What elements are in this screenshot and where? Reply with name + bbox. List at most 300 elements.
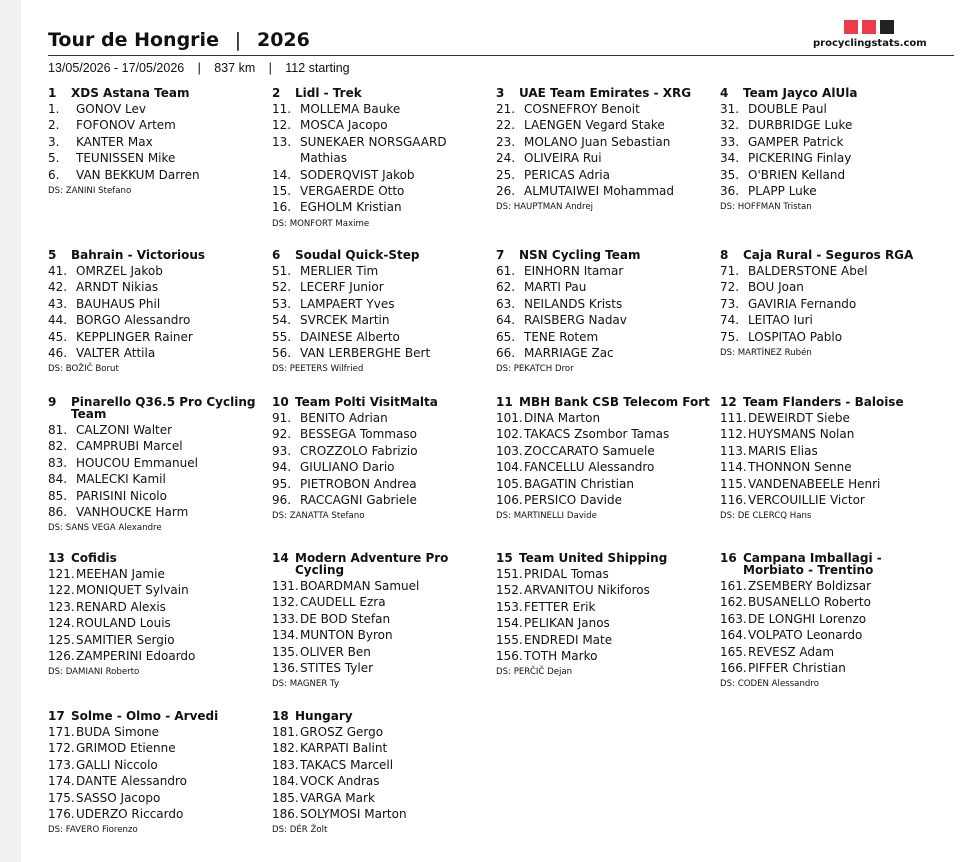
rider-bib: 6. [48, 167, 60, 182]
team-name[interactable]: Team Polti VisitMalta [295, 395, 438, 409]
team-number: 12 [720, 395, 737, 409]
rider-name[interactable]: VAN BEKKUM Darren [76, 167, 200, 182]
team-header [496, 552, 714, 564]
rider-name[interactable]: ENDREDI Mate [524, 632, 613, 647]
rider-name[interactable]: LEITAO Iuri [748, 313, 813, 328]
rider-name[interactable]: LAMPAERT Yves [300, 296, 395, 311]
rider-name[interactable]: HOUCOU Emmanuel [76, 455, 198, 470]
team-director: DS: MARTINELLI Davide [496, 511, 597, 522]
rider-row [720, 594, 938, 610]
rider-name[interactable]: BORGO Alessandro [76, 313, 191, 328]
rider-name[interactable]: PIFFER Christian [748, 661, 846, 676]
rider-name[interactable]: VAN LERBERGHE Bert [300, 346, 431, 361]
site-logo-text: procyclingstats.com [813, 38, 927, 49]
race-distance: 837 km [214, 61, 256, 75]
rider-row [272, 476, 490, 492]
rider-bib: 113. [720, 443, 747, 458]
rider-name[interactable]: VERGAERDE Otto [300, 184, 405, 199]
rider-bib: 36. [720, 184, 740, 199]
rider-name[interactable]: KEPPLINGER Rainer [76, 329, 193, 344]
team-name[interactable]: XDS Astana Team [71, 86, 190, 100]
team-director: DS: MONFORT Maxime [272, 218, 370, 229]
rider-name[interactable]: PELIKAN Janos [524, 616, 610, 631]
rider-name[interactable]: VANHOUCKE Harm [76, 505, 189, 520]
rider-name[interactable]: SODERQVIST Jakob [300, 167, 415, 182]
rider-name[interactable]: DE LONGHI Lorenzo [748, 611, 867, 626]
rider-name[interactable]: PLAPP Luke [748, 184, 817, 199]
rider-bib: 63. [496, 296, 516, 311]
rider-bib: 131. [272, 579, 299, 593]
team-name[interactable]: Caja Rural - Seguros RGA [743, 248, 914, 262]
team-name[interactable]: Pinarello Q36.5 Pro Cycling Team [71, 395, 256, 421]
team-name[interactable]: Solme - Olmo - Arvedi [71, 709, 219, 723]
team-director: DS: DE CLERCQ Hans [720, 511, 812, 522]
rider-row [272, 345, 490, 361]
rider-name[interactable]: SASSO Jacopo [76, 790, 161, 805]
rider-name[interactable]: VALTER Attila [76, 346, 156, 361]
rider-bib: 124. [48, 616, 75, 631]
rider-name[interactable]: GRIMOD Etienne [76, 741, 176, 756]
rider-bib: 11. [272, 102, 292, 116]
rider-name[interactable]: HUYSMANS Nolan [748, 427, 855, 442]
rider-bib: 94. [272, 460, 292, 475]
team-number: 2 [272, 86, 281, 100]
rider-bib: 22. [496, 118, 516, 133]
rider-row [496, 615, 714, 631]
team-number: 17 [48, 709, 65, 723]
header-divider [48, 55, 954, 56]
rider-name[interactable]: BUSANELLO Roberto [748, 595, 871, 610]
rider-bib: 101. [496, 411, 523, 425]
rider-bib: 21. [496, 102, 516, 116]
rider-name[interactable]: EGHOLM Kristian [300, 200, 402, 215]
rider-row [496, 101, 714, 117]
rider-name[interactable]: PICKERING Finlay [748, 151, 852, 166]
rider-name[interactable]: PRIDAL Tomas [524, 567, 609, 581]
rider-name[interactable]: BESSEGA Tommaso [300, 427, 417, 442]
rider-bib: 32. [720, 118, 740, 133]
rider-row [496, 345, 714, 361]
rider-bib: 106. [496, 493, 523, 508]
rider-name[interactable]: GONOV Lev [76, 102, 146, 116]
rider-bib: 111. [720, 411, 747, 425]
rider-name[interactable]: BENITO Adrian [300, 411, 388, 425]
rider-name[interactable]: TOTH Marko [524, 649, 598, 664]
rider-bib: 26. [496, 184, 516, 199]
rider-row [720, 279, 938, 295]
rider-name[interactable]: DINA Marton [524, 411, 601, 425]
team-block [272, 710, 490, 836]
rider-bib: 33. [720, 134, 740, 149]
team-number: 4 [720, 86, 729, 100]
rider-name[interactable]: SVRCEK Martin [300, 313, 390, 328]
rider-name[interactable]: GAVIRIA Fernando [748, 296, 857, 311]
rider-row [272, 279, 490, 295]
rider-name[interactable]: EINHORN Itamar [524, 264, 624, 278]
rider-row [48, 329, 266, 345]
rider-row [48, 488, 266, 504]
rider-row [496, 648, 714, 664]
rider-bib: 134. [272, 628, 299, 643]
rider-bib: 3. [48, 134, 60, 149]
logo-block [844, 20, 858, 34]
rider-bib: 66. [496, 346, 516, 361]
rider-row [272, 183, 490, 199]
team-number: 10 [272, 395, 289, 409]
rider-name[interactable]: BOARDMAN Samuel [300, 579, 420, 593]
rider-name[interactable]: BOU Joan [748, 280, 804, 295]
rider-row [48, 134, 266, 150]
rider-name[interactable]: MARTI Pau [524, 280, 587, 295]
rider-bib: 132. [272, 595, 299, 610]
rider-row [496, 150, 714, 166]
rider-bib: 84. [48, 472, 68, 487]
rider-row [48, 757, 266, 773]
rider-name[interactable]: O'BRIEN Kelland [748, 167, 846, 182]
rider-row [272, 134, 490, 167]
rider-row [272, 459, 490, 475]
rider-bib: 86. [48, 505, 68, 520]
rider-bib: 185. [272, 790, 299, 805]
rider-row [48, 263, 266, 279]
rider-name[interactable]: BAGATIN Christian [524, 476, 634, 491]
rider-row [720, 312, 938, 328]
team-block [496, 249, 714, 375]
team-block [48, 396, 266, 534]
rider-bib: 182. [272, 741, 299, 756]
rider-bib: 171. [48, 725, 75, 739]
rider-bib: 176. [48, 807, 75, 822]
rider-bib: 44. [48, 313, 68, 328]
rider-bib: 135. [272, 644, 299, 659]
rider-row [720, 627, 938, 643]
rider-row [496, 632, 714, 648]
rider-row [48, 438, 266, 454]
rider-bib: 104. [496, 460, 523, 475]
rider-name[interactable]: ZOCCARATO Samuele [524, 443, 655, 458]
rider-row [48, 582, 266, 598]
rider-name[interactable]: STITES Tyler [300, 661, 374, 676]
rider-bib: 123. [48, 599, 75, 614]
rider-bib: 1. [48, 102, 60, 116]
rider-row [720, 443, 938, 459]
team-number: 11 [496, 395, 513, 409]
rider-name[interactable]: DE BOD Stefan [300, 611, 391, 626]
rider-name[interactable]: COSNEFROY Benoit [524, 102, 640, 116]
rider-name[interactable]: BALDERSTONE Abel [748, 264, 868, 278]
rider-name[interactable]: ARVANITOU Nikiforos [524, 583, 650, 598]
rider-bib: 92. [272, 427, 292, 442]
rider-name[interactable]: GIULIANO Dario [300, 460, 395, 475]
rider-name[interactable]: VANDENABEELE Henri [748, 476, 881, 491]
team-director: DS: MAGNER Ty [272, 679, 340, 690]
rider-name[interactable]: ARNDT Nikias [76, 280, 159, 295]
rider-name[interactable]: DANTE Alessandro [76, 774, 187, 789]
team-block [272, 87, 490, 230]
rider-name[interactable]: DAINESE Alberto [300, 329, 400, 344]
team-director: DS: PEETERS Wilfried [272, 364, 364, 375]
rider-name[interactable]: CALZONI Walter [76, 423, 173, 437]
team-name[interactable]: MBH Bank CSB Telecom Fort [519, 395, 710, 409]
team-name[interactable]: Soudal Quick-Step [295, 248, 420, 262]
rider-name[interactable]: ROULAND Louis [76, 616, 171, 631]
rider-bib: 14. [272, 167, 292, 182]
rider-bib: 102. [496, 427, 523, 442]
rider-bib: 15. [272, 184, 292, 199]
team-name[interactable]: Lidl - Trek [295, 86, 362, 100]
team-director: DS: CODEN Alessandro [720, 679, 819, 690]
rider-row [272, 627, 490, 643]
rider-name[interactable]: DOUBLE Paul [748, 102, 827, 116]
rider-bib: 164. [720, 628, 747, 643]
team-header [720, 87, 938, 99]
rider-bib: 54. [272, 313, 292, 328]
rider-row [496, 263, 714, 279]
rider-name[interactable]: VOLPATO Leonardo [748, 628, 863, 643]
rider-row [720, 476, 938, 492]
race-name: Tour de Hongrie [48, 29, 219, 51]
team-name[interactable]: NSN Cycling Team [519, 248, 641, 262]
rider-bib: 81. [48, 423, 68, 437]
rider-row [48, 312, 266, 328]
rider-bib: 85. [48, 488, 68, 503]
rider-name[interactable]: NEILANDS Krists [524, 296, 623, 311]
rider-name[interactable]: MOLANO Juan Sebastian [524, 134, 671, 149]
team-name[interactable]: Team Flanders - Baloise [743, 395, 904, 409]
rider-name[interactable]: TAKACS Marcell [300, 757, 394, 772]
rider-name[interactable]: PERICAS Adria [524, 167, 610, 182]
rider-name[interactable]: PIETROBON Andrea [300, 476, 417, 491]
rider-name[interactable]: MUNTON Byron [300, 628, 393, 643]
rider-bib: 172. [48, 741, 75, 756]
rider-row [48, 566, 266, 582]
rider-name[interactable]: TEUNISSEN Mike [76, 151, 176, 166]
rider-name[interactable]: LECERF Junior [300, 280, 384, 295]
team-number: 18 [272, 709, 289, 723]
rider-name[interactable]: BUDA Simone [76, 725, 160, 739]
rider-row [496, 167, 714, 183]
rider-row [496, 459, 714, 475]
team-name[interactable]: Team United Shipping [519, 551, 668, 565]
rider-name[interactable]: KANTER Max [76, 134, 153, 149]
startlist-page [21, 0, 976, 862]
rider-name[interactable]: MERLIER Tim [300, 264, 379, 278]
team-name[interactable]: Cofidis [71, 551, 117, 565]
rider-name[interactable]: MARRIAGE Zac [524, 346, 614, 361]
rider-name[interactable]: ZSEMBERY Boldizsar [748, 579, 871, 593]
rider-name[interactable]: GROSZ Gergo [300, 725, 384, 739]
rider-row [272, 724, 490, 740]
rider-name[interactable]: DURBRIDGE Luke [748, 118, 853, 133]
rider-row [48, 740, 266, 756]
team-block [720, 249, 938, 359]
rider-name[interactable]: THONNON Senne [748, 460, 852, 475]
rider-bib: 96. [272, 493, 292, 508]
rider-name[interactable]: FETTER Erik [524, 599, 596, 614]
team-name[interactable]: Hungary [295, 709, 353, 723]
rider-bib: 23. [496, 134, 516, 149]
team-block [720, 552, 938, 690]
rider-bib: 121. [48, 567, 75, 581]
rider-bib: 24. [496, 151, 516, 166]
rider-name[interactable]: VERCOUILLIE Victor [748, 493, 865, 508]
rider-row [48, 615, 266, 631]
rider-name[interactable]: RAISBERG Nadav [524, 313, 627, 328]
team-header [48, 87, 266, 99]
rider-row [272, 426, 490, 442]
rider-bib: 112. [720, 427, 747, 442]
team-name[interactable]: UAE Team Emirates - XRG [519, 86, 692, 100]
rider-row [272, 312, 490, 328]
team-number: 16 [720, 551, 737, 565]
rider-name[interactable]: RENARD Alexis [76, 599, 166, 614]
rider-row [48, 632, 266, 648]
team-block [48, 552, 266, 678]
rider-name[interactable]: CAUDELL Ezra [300, 595, 386, 610]
rider-row [720, 263, 938, 279]
rider-row [496, 312, 714, 328]
rider-bib: 166. [720, 661, 747, 676]
rider-bib: 163. [720, 611, 747, 626]
rider-row [496, 582, 714, 598]
rider-name[interactable]: OLIVER Ben [300, 644, 371, 659]
rider-row [720, 578, 938, 594]
rider-name[interactable]: MARIS Elias [748, 443, 818, 458]
rider-name[interactable]: CROZZOLO Fabrizio [300, 443, 418, 458]
rider-bib: 5. [48, 151, 60, 166]
rider-name[interactable]: MOSCA Jacopo [300, 118, 388, 133]
rider-bib: 61. [496, 264, 516, 278]
rider-name[interactable]: MALECKI Kamil [76, 472, 166, 487]
rider-bib: 151. [496, 567, 523, 581]
rider-name[interactable]: MOLLEMA Bauke [300, 102, 401, 116]
rider-row [496, 117, 714, 133]
rider-row [496, 410, 714, 426]
rider-row [272, 443, 490, 459]
rider-name[interactable]: LAENGEN Vegard Stake [524, 118, 665, 133]
team-name[interactable]: Team Jayco AlUla [743, 86, 858, 100]
rider-row [496, 426, 714, 442]
rider-row [272, 410, 490, 426]
rider-bib: 91. [272, 411, 292, 425]
rider-row [48, 422, 266, 438]
rider-name[interactable]: FANCELLU Alessandro [524, 460, 655, 475]
team-block [496, 87, 714, 213]
rider-bib: 43. [48, 296, 68, 311]
rider-name[interactable]: MEEHAN Jamie [76, 567, 165, 581]
team-block [720, 396, 938, 522]
rider-name[interactable]: REVESZ Adam [748, 644, 835, 659]
rider-name[interactable]: DEWEIRDT Siebe [748, 411, 850, 425]
rider-bib: 71. [720, 264, 740, 278]
team-name[interactable]: Bahrain - Victorious [71, 248, 206, 262]
rider-row [272, 263, 490, 279]
rider-bib: 125. [48, 632, 75, 647]
team-header [48, 249, 266, 261]
rider-name[interactable]: ALMUTAIWEI Mohammad [524, 184, 674, 199]
rider-bib: 103. [496, 443, 523, 458]
team-block [48, 249, 266, 375]
rider-name[interactable]: OLIVEIRA Rui [524, 151, 602, 166]
rider-row [272, 329, 490, 345]
team-director: DS: ZANINI Stefano [48, 186, 132, 197]
rider-name[interactable]: FOFONOV Artem [76, 118, 176, 133]
rider-name[interactable]: PERSICO Davide [524, 493, 622, 508]
rider-name[interactable]: MONIQUET Sylvain [76, 583, 189, 598]
race-year: 2026 [256, 29, 310, 51]
team-number: 5 [48, 248, 57, 262]
team-director: DS: BOŽIČ Borut [48, 364, 119, 375]
rider-name[interactable]: CAMPRUBI Marcel [76, 439, 183, 454]
team-block [272, 552, 490, 690]
rider-bib: 162. [720, 595, 747, 610]
rider-name[interactable]: BAUHAUS Phil [76, 296, 161, 311]
team-header [48, 552, 266, 564]
team-number: 9 [48, 395, 57, 409]
rider-bib: 174. [48, 774, 75, 789]
rider-name[interactable]: ZAMPERINI Edoardo [76, 649, 196, 664]
rider-row [720, 660, 938, 676]
rider-row [272, 757, 490, 773]
rider-name[interactable]: TAKACS Zsombor Tamas [524, 427, 670, 442]
rider-row [272, 740, 490, 756]
rider-name[interactable]: VARGA Mark [300, 790, 375, 805]
team-name[interactable]: Campana Imballagi - Morbiato - Trentino [743, 551, 882, 577]
team-number: 7 [496, 248, 505, 262]
rider-name[interactable]: PARISINI Nicolo [76, 488, 167, 503]
rider-name[interactable]: SOLYMOSI Marton [300, 807, 407, 822]
team-name[interactable]: Modern Adventure Pro Cycling [295, 551, 449, 577]
team-number: 3 [496, 86, 505, 100]
rider-bib: 31. [720, 102, 740, 116]
rider-bib: 114. [720, 460, 747, 475]
rider-name[interactable]: OMRZEL Jakob [76, 264, 163, 278]
rider-name[interactable]: GAMPER Patrick [748, 134, 844, 149]
meta-separator: | [268, 61, 272, 75]
rider-name[interactable]: LOSPITAO Pablo [748, 329, 843, 344]
rider-row [720, 644, 938, 660]
team-block [496, 396, 714, 522]
team-header [272, 552, 490, 576]
team-director: DS: DÉR Žolt [272, 825, 328, 836]
team-block [48, 87, 266, 197]
team-header [720, 249, 938, 261]
team-number: 14 [272, 551, 289, 565]
rider-name[interactable]: SUNEKAER NORSGAARD Mathias [300, 134, 447, 166]
team-director: DS: PEKATCH Dror [496, 364, 574, 375]
team-header [720, 396, 938, 408]
rider-name[interactable]: UDERZO Riccardo [76, 807, 184, 822]
rider-bib: 25. [496, 167, 516, 182]
team-block [272, 396, 490, 522]
rider-bib: 156. [496, 649, 523, 664]
rider-name[interactable]: KARPATI Balint [300, 741, 388, 756]
rider-row [272, 199, 490, 215]
rider-bib: 72. [720, 280, 740, 295]
rider-name[interactable]: VOCK Andras [300, 774, 380, 789]
team-director: DS: PERČIČ Dejan [496, 667, 573, 678]
rider-row [720, 101, 938, 117]
rider-row [496, 566, 714, 582]
rider-name[interactable]: RACCAGNI Gabriele [300, 493, 417, 508]
rider-row [496, 492, 714, 508]
team-header [272, 87, 490, 99]
rider-row [272, 790, 490, 806]
rider-name[interactable]: SAMITIER Sergio [76, 632, 175, 647]
rider-name[interactable]: GALLI Niccolo [76, 757, 158, 772]
rider-bib: 62. [496, 280, 516, 295]
rider-name[interactable]: TENE Rotem [524, 329, 599, 344]
